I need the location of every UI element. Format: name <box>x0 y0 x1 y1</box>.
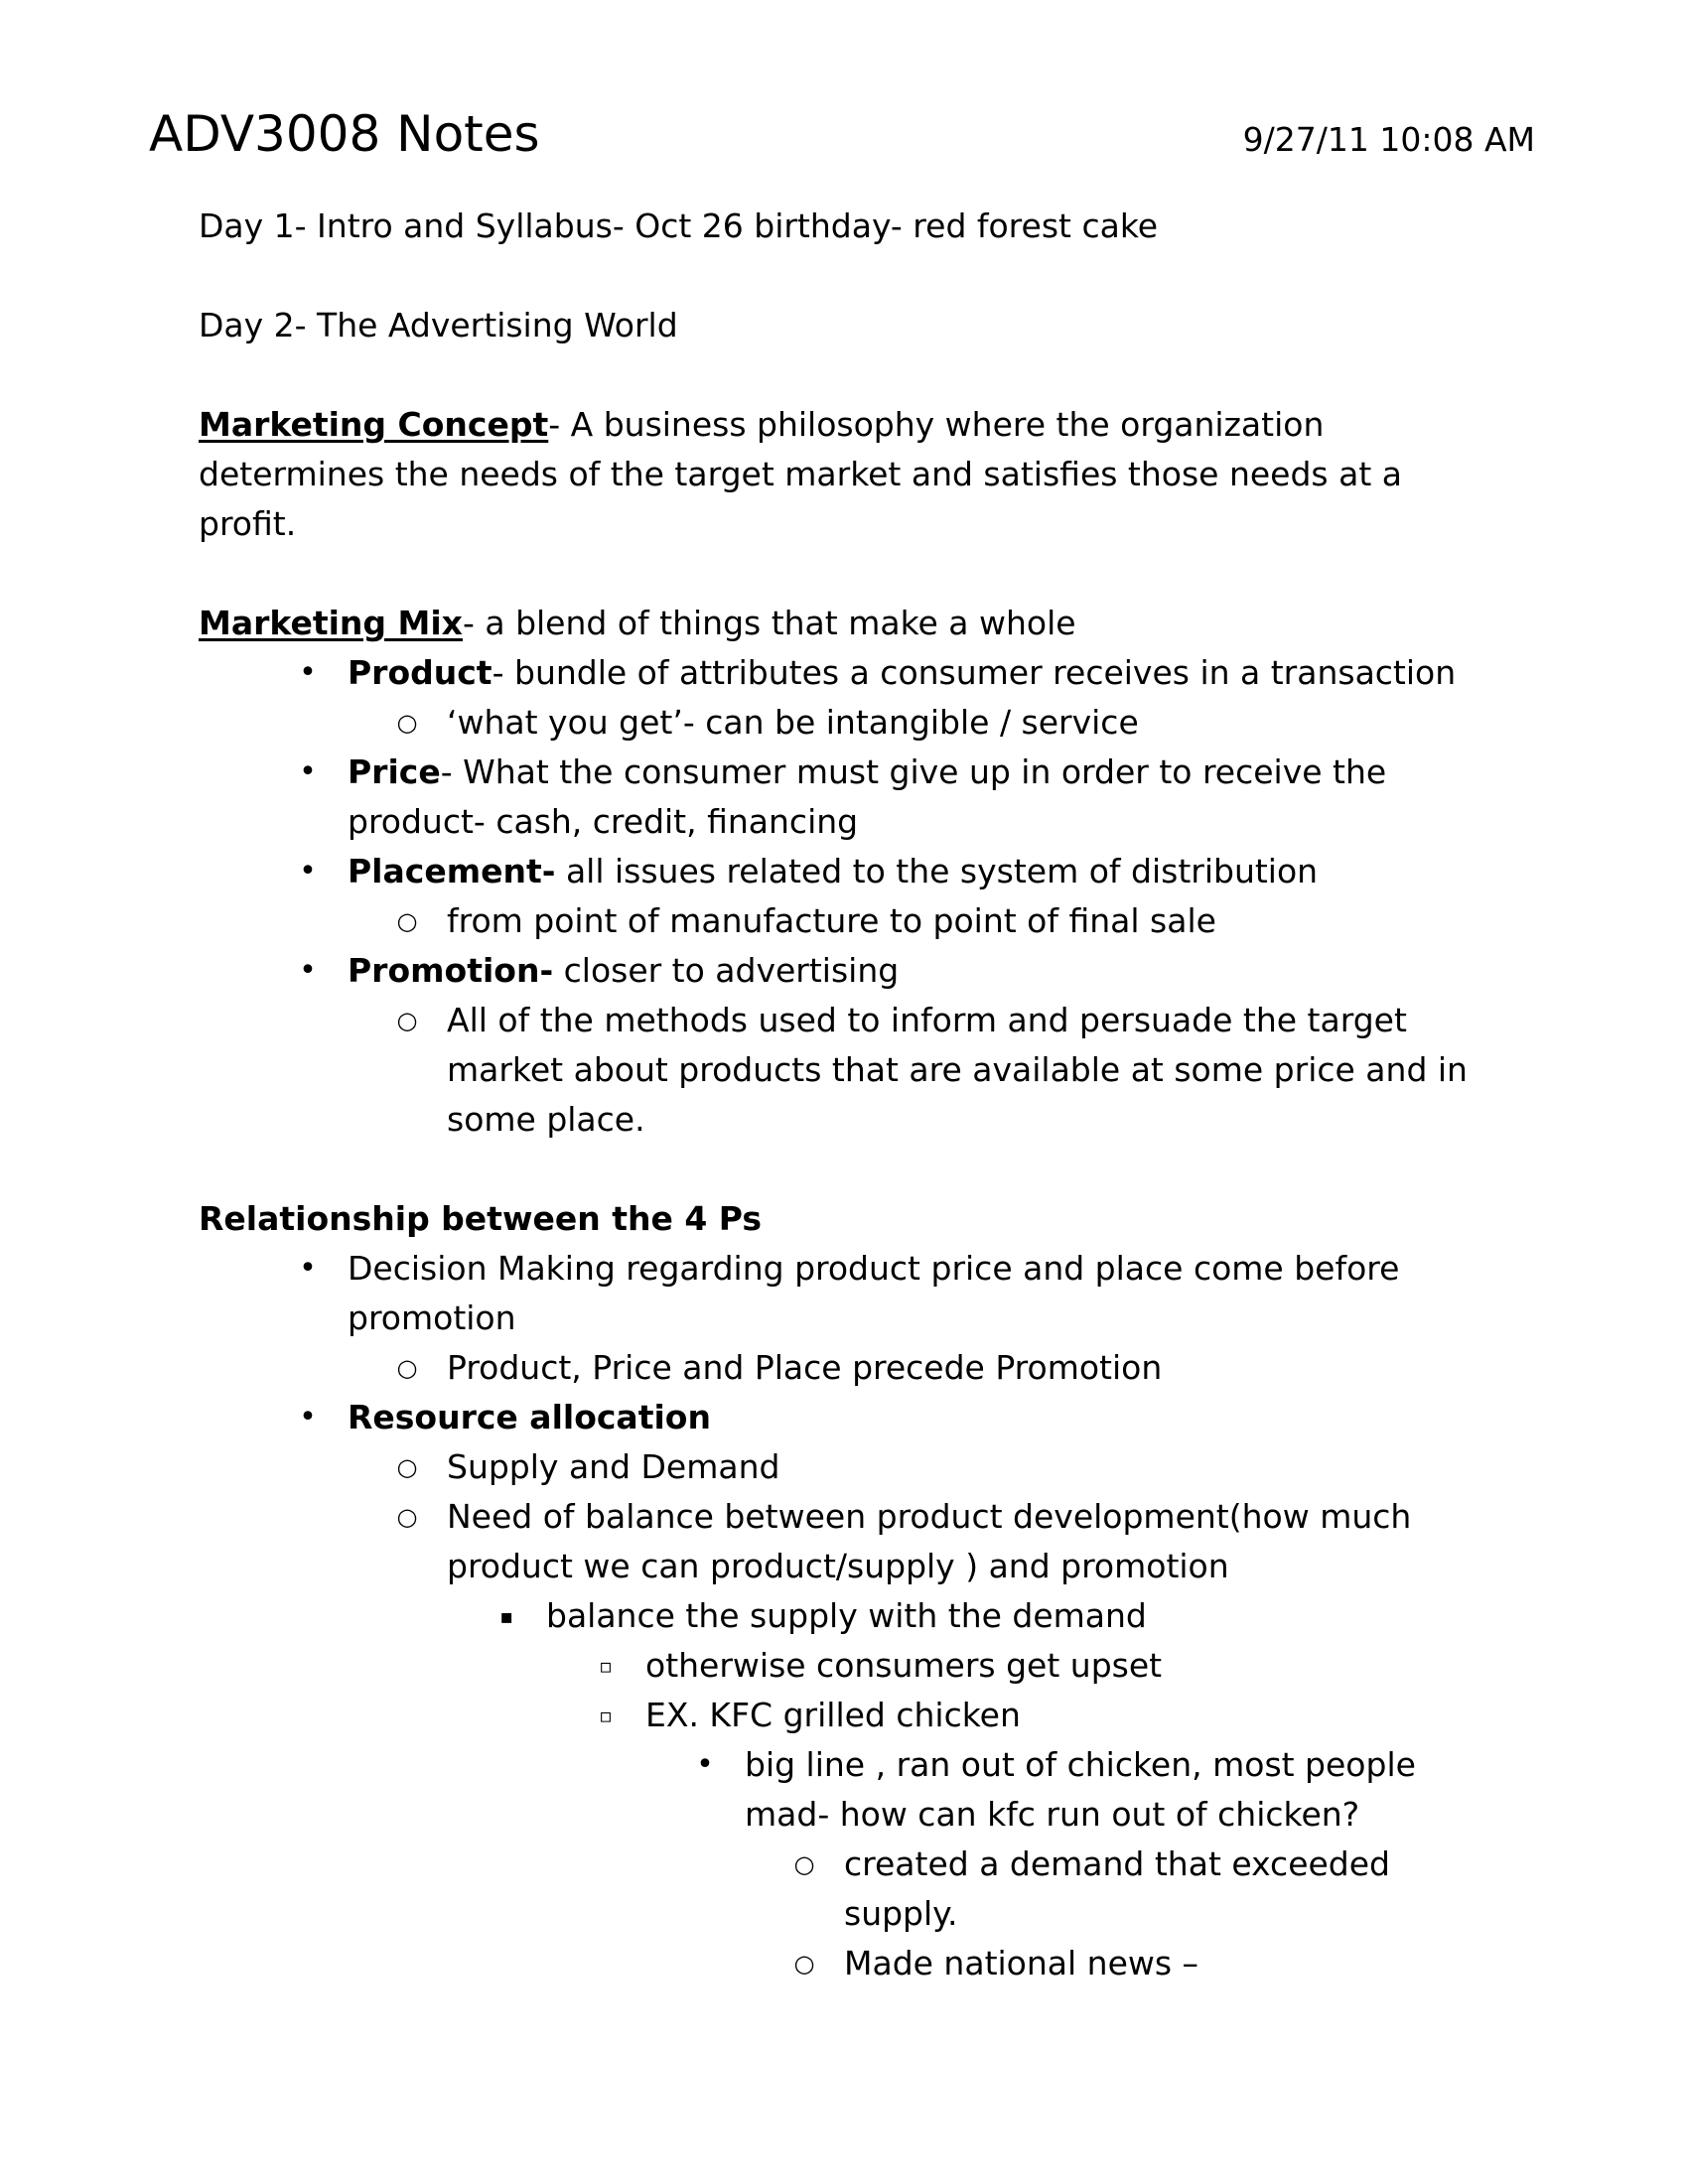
list-item-big-line <box>199 1740 1509 1840</box>
day2-line: Day 2- The Advertising World <box>199 306 678 344</box>
promotion-sub-text: All of the methods used to inform and persuade the target market about products that are available at some price and in some place. <box>447 1001 1468 1139</box>
bullet-dot-icon: • <box>299 1251 317 1286</box>
balance-supply-text: balance the supply with the demand <box>546 1596 1147 1635</box>
national-news-text: Made national news – <box>844 1944 1199 1982</box>
placement-label: Placement- <box>348 852 556 890</box>
bullet-square-icon: ▪ <box>499 1604 513 1628</box>
product-label: Product <box>348 653 492 692</box>
list-item-placement-sub <box>199 896 1509 946</box>
list-item-resource-allocation <box>199 1393 1509 1442</box>
promotion-text: closer to advertising <box>553 951 900 990</box>
bullet-dot-icon: • <box>299 854 317 888</box>
marketing-mix-text: - a blend of things that make a whole <box>462 604 1076 642</box>
list-item-decision-sub <box>199 1343 1509 1393</box>
kfc-text: EX. KFC grilled chicken <box>645 1696 1021 1734</box>
day1-line: Day 1- Intro and Syllabus- Oct 26 birthday- red forest cake <box>199 206 1159 245</box>
bullet-circle-icon: ○ <box>793 1850 815 1878</box>
placement-sub-text: from point of manufacture to point of final sale <box>447 901 1216 940</box>
bullet-circle-icon: ○ <box>396 709 418 737</box>
notes-body <box>199 202 1509 1988</box>
bullet-circle-icon: ○ <box>396 1503 418 1531</box>
bullet-dot-icon: • <box>299 1400 317 1434</box>
bullet-circle-icon: ○ <box>396 1007 418 1034</box>
marketing-concept-definition <box>199 400 1509 549</box>
product-text: - bundle of attributes a consumer receives in a transaction <box>492 653 1457 692</box>
marketing-mix-term: Marketing Mix <box>199 604 463 642</box>
page-title: ADV3008 Notes <box>149 105 540 163</box>
bullet-dot-icon: • <box>299 655 317 690</box>
list-item-supply-demand <box>199 1442 1509 1492</box>
list-item-product-sub <box>199 698 1509 748</box>
list-item-created-demand <box>199 1840 1509 1939</box>
list-item-decision-making <box>199 1244 1509 1343</box>
bullet-circle-icon: ○ <box>396 1354 418 1382</box>
relationship-heading: Relationship between the 4 Ps <box>199 1199 763 1238</box>
bullet-hollow-square-icon: ▫ <box>599 1704 613 1727</box>
created-demand-text: created a demand that exceeded supply. <box>844 1844 1390 1933</box>
bullet-hollow-square-icon: ▫ <box>599 1654 613 1678</box>
bullet-circle-icon: ○ <box>396 1453 418 1481</box>
need-balance-text: Need of balance between product development(how much product we can product/supply ) and promotion <box>447 1497 1412 1585</box>
bullet-dot-icon: • <box>696 1747 714 1782</box>
resource-label: Resource allocation <box>348 1398 711 1436</box>
promotion-label: Promotion- <box>348 951 554 990</box>
marketing-concept-term: Marketing Concept <box>199 405 549 444</box>
price-text: - What the consumer must give up in order to receive the product- cash, credit, financing <box>348 752 1387 841</box>
list-item-national-news <box>199 1939 1509 1988</box>
bullet-circle-icon: ○ <box>793 1950 815 1978</box>
bullet-dot-icon: • <box>299 754 317 789</box>
list-item-upset <box>199 1641 1509 1691</box>
list-item-promotion <box>199 946 1509 996</box>
list-item-kfc <box>199 1691 1509 1740</box>
placement-text: all issues related to the system of distribution <box>555 852 1319 890</box>
list-item-product <box>199 648 1509 698</box>
list-item-placement <box>199 847 1509 896</box>
upset-text: otherwise consumers get upset <box>645 1646 1163 1685</box>
decision-sub-text: Product, Price and Place precede Promotion <box>447 1348 1163 1387</box>
list-item-promotion-sub <box>199 996 1509 1145</box>
marketing-concept-text: - A business philosophy where the organization determines the needs of the target market and satisfies those needs at a profit. <box>199 405 1402 543</box>
list-item-need-balance <box>199 1492 1509 1591</box>
list-item-balance-supply <box>199 1591 1509 1641</box>
spacer <box>199 1145 1509 1194</box>
timestamp: 9/27/11 10:08 AM <box>1242 120 1535 159</box>
product-sub-text: ‘what you get’- can be intangible / service <box>447 703 1139 742</box>
supply-demand-text: Supply and Demand <box>447 1447 780 1486</box>
list-item-price <box>199 748 1509 847</box>
big-line-text: big line , ran out of chicken, most people mad- how can kfc run out of chicken? <box>745 1745 1416 1834</box>
decision-text: Decision Making regarding product price and place come before promotion <box>348 1249 1400 1337</box>
bullet-dot-icon: • <box>299 953 317 988</box>
price-label: Price <box>348 752 441 791</box>
bullet-circle-icon: ○ <box>396 907 418 935</box>
marketing-mix-definition <box>199 599 1509 648</box>
